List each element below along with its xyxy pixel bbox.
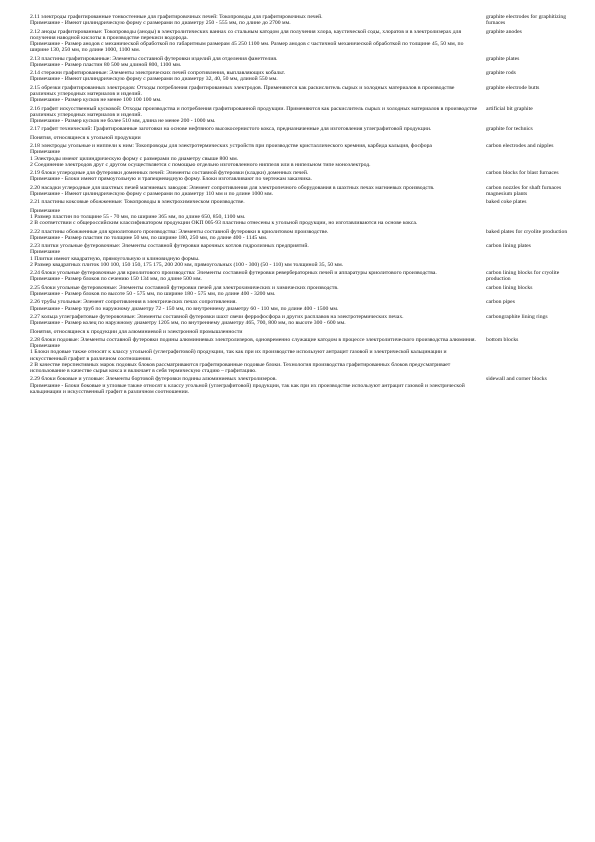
definition-line: 2 Соединение электродов друг с другом осуществляется с помощью отдельно изготовленного ниппеля или в нипельном типе моноэлектрод. <box>30 161 371 168</box>
term-definition <box>30 314 478 326</box>
term-entry <box>30 285 567 297</box>
definition-line: 2.27 кольца углеграфитовые футеровочные: Элементы составной футеровки шахт свечи феррофосфора и других расплавов на электротермических печах. <box>30 313 404 320</box>
term-english: carbon lining plates <box>486 243 531 250</box>
term-definition <box>30 270 478 282</box>
definition-line: Примечание - Имеют цилиндрическую форму с размерами по диаметру 32, 40, 50 мм, длиной 550 мм. <box>30 76 278 83</box>
definition-line: Примечание <box>30 343 60 350</box>
term-entry <box>30 143 567 168</box>
term-english: graphite anodes <box>486 28 522 35</box>
term-english: carbongraphite lining rings <box>486 313 548 320</box>
term-entry <box>30 185 567 197</box>
term-english: graphite plates <box>486 55 520 62</box>
entries-aluminium <box>30 337 567 395</box>
definition-line: 2.15 обрезки графитированных электродов: Отходы потребления графитированных электродов. Применяются как раскислитель сырых и холодных материалов в производстве различных углеродных материалов и изделий. <box>30 84 455 97</box>
definition-line: Примечание - Размер кусков не более 510 мм, длина не менее 200 - 1000 мм. <box>30 117 216 124</box>
term-definition <box>30 85 478 104</box>
definition-line: 2.12 аноды графитированные: Токопроводы (аноды) в электролитических ваннах со стальным катодом для получения хлора, каустической соды, хлоратов и в электролизерах для получения наводной кислоты в производстве перекиси водорода. <box>30 28 462 41</box>
term-english: carbon nozzles for shaft furnaces magnesium plants <box>486 184 562 197</box>
definition-line: 2.11 электроды графитированные тонкостенные для графитировочных печей: Токопроводы для графитировочных печей. <box>30 14 323 20</box>
term-english: carbon lining blocks <box>486 284 533 291</box>
term-definition <box>30 70 478 82</box>
section-heading-carbon: Понятия, относящиеся к угольной продукции <box>30 134 141 141</box>
section-heading-aluminium: Понятия, относящиеся к продукции для алюминиевой и электронной промышленности <box>30 328 243 335</box>
definition-line: 2.23 плитки угольные футеровочные: Элементы составной футеровки варочных котлов гидролизных предприятий. <box>30 243 309 250</box>
term-entry <box>30 243 567 268</box>
definition-line: Примечание - Размер пластин 80 500 мм длиной 800, 1100 мм. <box>30 61 182 68</box>
term-entry <box>30 199 567 205</box>
definition-line: Примечание - Имеют цилиндрическую форму с размерами по диаметру 250 - 555 мм, по длине до 2700 мм. <box>30 20 291 27</box>
definition-line: 1 Блоки подовые также относят к классу угольной (углеграфитовой) продукции, так как при их производстве используют антрацит газовой и электрической кальцинации и искусственный графит в различном соотношении. <box>30 349 447 362</box>
definition-line: Примечание - Размер блоков по высоте 50 - 575 мм, по ширине 180 - 575 мм, по длине 400 - 3200 мм. <box>30 290 276 297</box>
document-page <box>30 14 567 397</box>
definition-line: Примечание - Имеют цилиндрическую форму с размерами по диаметру 110 мм и по длине 1000 мм. <box>30 190 274 197</box>
definition-line: 2 Размер квадратных плиток 100 100, 150 150, 175 175, 200 200 мм, прямоугольных (100 - 300) (50 - 110) мм толщиной 35, 50 мм. <box>30 261 344 268</box>
term-definition <box>30 199 478 205</box>
term-entry <box>30 29 567 54</box>
term-definition <box>30 14 478 26</box>
definition-line: Примечание <box>30 207 60 214</box>
definition-line: 2.28 блоки подовые: Элементы составной футеровки подины алюминиевых электролизеров, одновременно служащие катодом в процессе электролитического производства алюминия. <box>30 336 476 343</box>
definition-line: 1 Плитки имеют квадратную, прямоугольную и клиновидную формы. <box>30 255 200 262</box>
definition-line: 2 В соответствии с общероссийским классификатором продукции ОКП 005-93 пластины отнесены к угольной продукции, но изготавливаются на основе кокса. <box>30 220 418 227</box>
definition-line: Примечание - Блоки имеют прямоугольную и трапециевидную форму. Блоки изготавливают по чертежам заказчика. <box>30 176 312 183</box>
term-entry <box>30 337 567 374</box>
term-english: graphite electrode butts <box>486 84 540 91</box>
definition-line: Примечание - Блоки боковые и угловые также относят к классу угольной (углеграфитовой) продукции, так как при их производстве используют антрацит газовой и электрической кальцинации и искусственный графит в различном соотношении. <box>30 382 465 395</box>
term-entry <box>30 126 567 132</box>
term-definition <box>30 376 478 395</box>
definition-line: Примечание - Размер анодов с механической обработкой по габаритным размерам 45 250 1100 мм. Размер анодов с частичной механической обработкой по толщине 45, 50 мм, по ширине 130, 250 мм, по длине 1000, 1100 мм. <box>30 41 464 54</box>
definition-line: Примечание - Размер пластин по толщине 50 мм, по ширине 180, 250 мм, по длине 400 - 1145 мм. <box>30 234 268 241</box>
term-entry <box>30 106 567 125</box>
term-english: carbon electrodes and nipples <box>486 143 554 150</box>
term-english: graphite for technics <box>486 126 533 133</box>
term-definition <box>30 126 478 132</box>
definition-line: Примечание - Размер блоков по сечению 150 134 мм, по длине 500 мм. <box>30 276 202 283</box>
definition-line: 2.21 пластины коксовые обожженные: Токопроводы в электрохимическом производстве. <box>30 199 245 206</box>
term-english: graphite electrodes for graphitizing furnaces <box>486 14 567 27</box>
definition-line: 2.18 электроды угольные и ниппели к ним: Токопроводы для электротермических устройств при производстве кристаллического кремния, карбида кальция, фосфора <box>30 143 432 150</box>
term-entry <box>30 376 567 395</box>
term-english: carbon lining blocks for cryolite production <box>486 270 560 283</box>
term-definition <box>30 299 478 311</box>
definition-line: 2.13 пластины графитированные: Элементы составной футеровки изделий для отделения фанеттелия. <box>30 55 278 62</box>
term-definition <box>30 170 478 182</box>
definition-line: 2.25 блоки угольные футеровочные: Элементы составной футеровки печей для электрохимических и химических производств. <box>30 284 339 291</box>
definition-line: Примечание - Размер труб по наружному диаметру 72 - 150 мм, по внутреннему диаметру 60 - 110 мм, по длине 400 - 1500 мм. <box>30 305 339 312</box>
definition-line: 2.14 стержни графитированные: Элементы электрических печей сопротивления, выплавляющих кобальт. <box>30 70 286 77</box>
term-definition <box>30 185 478 197</box>
definition-line: 2 В качестве перспективных марок подовых блоков рассматриваются графитированные подовые блоки. Технология производства графитированных блоков предусматривает использование в качестве сырья кокса и включает в себя термическую стадию – графитацию. <box>30 361 451 374</box>
definition-line: Примечание <box>30 149 60 156</box>
term-entry <box>30 299 567 311</box>
definition-line: 2.16 графит искусственный кусковой: Отходы производства и потребления графитированной продукции. Применяются как раскислитель сырых и холодных материалов в производстве различных углеродных материалов и изделий. <box>30 105 478 118</box>
definition-line: 1 Размер пластин по толщине 55 - 70 мм, по ширине 365 мм, по длине 650, 850, 1100 мм. <box>30 213 246 220</box>
definition-line: 2.20 насадки углеродные для шахтных печей магниевых заводов: Элемент сопротивления для электропечного оборудования в шахтных печах магниевых производств. <box>30 184 435 191</box>
term-entry <box>30 314 567 326</box>
term-english: carbon blocks for blast furnaces <box>486 170 559 177</box>
definition-line: Примечание - Размер кусков не менее 100 100 100 мм. <box>30 97 162 104</box>
term-definition <box>30 29 478 54</box>
term-entry <box>30 208 567 227</box>
term-definition <box>30 106 478 125</box>
term-definition <box>30 143 478 168</box>
term-entry <box>30 70 567 82</box>
term-definition <box>30 208 478 227</box>
definition-line: Примечание - Размер колец по наружному диаметру 1205 мм, по внутреннему диаметру 465, 700, 800 мм, по высоте 300 - 600 мм. <box>30 320 346 327</box>
term-entry <box>30 170 567 182</box>
definition-line: 1 Электроды имеют цилиндрическую форму с размерами по диаметру свыше 800 мм. <box>30 155 239 162</box>
term-english: carbon pipes <box>486 299 515 306</box>
term-entry <box>30 229 567 241</box>
term-entry <box>30 14 567 26</box>
term-definition <box>30 285 478 297</box>
definition-line: 2.29 блоки боковые и угловые: Элементы бортовой футеровки подины алюминиевых электролизеров. <box>30 376 277 383</box>
term-english: baked coke plates <box>486 199 527 206</box>
term-english: bottom blocks <box>486 336 519 343</box>
entries-carbon <box>30 143 567 326</box>
term-definition <box>30 243 478 268</box>
definition-line: 2.19 блоки углеродные для футеровки доменных печей: Элементы составной футеровки (кладки) доменных печей. <box>30 170 309 177</box>
definition-line: 2.22 пластины обожженные для криолитового производства: Элементы составной футеровки в криолитовом производстве. <box>30 228 329 235</box>
term-entry <box>30 85 567 104</box>
term-english: sidewall and corner blocks <box>486 376 547 383</box>
term-english: artificial bit graphite <box>486 105 533 112</box>
term-entry <box>30 270 567 282</box>
definition-line: 2.26 трубы угольные: Элемент сопротивления в электрических печах сопротивления. <box>30 299 237 306</box>
definition-line: 2.24 блоки угольные футеровочные для криолитового производства: Элементы составной футеровки ревербераторных печей и аппаратуры криолитового производства. <box>30 270 437 277</box>
term-definition <box>30 56 478 68</box>
definition-line: 2.17 графит технический: Графитированные заготовки на основе нефтяного высокосернистого кокса, предназначенные для изготовления углеграфитовой продукции. <box>30 126 432 133</box>
term-definition <box>30 337 478 374</box>
term-english <box>486 208 575 227</box>
definition-line: Примечание <box>30 249 60 256</box>
term-definition <box>30 229 478 241</box>
term-english: baked plates for cryolite production <box>486 228 568 235</box>
term-entry <box>30 56 567 68</box>
entries-graphite <box>30 14 567 133</box>
term-english: graphite rods <box>486 70 516 77</box>
